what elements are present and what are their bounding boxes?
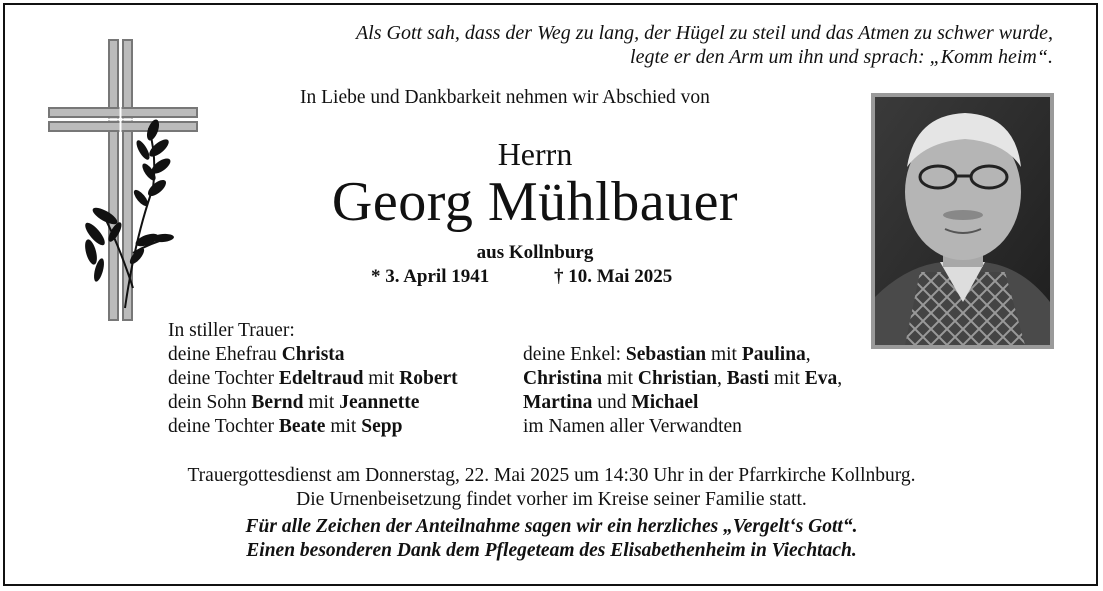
mourner-name: Christian: [637, 368, 717, 389]
quote-line-1: Als Gott sah, dass der Weg zu lang, der Hügel zu steil und das Atmen zu schwer wurde,: [355, 22, 1053, 44]
punctuation: ,: [837, 368, 843, 389]
mourner-name: Robert: [399, 368, 458, 389]
mourner-name: Edeltraud: [278, 368, 364, 389]
connector: und: [592, 392, 632, 413]
birth-date: * 3. April 1941: [371, 266, 490, 287]
list-item: im Namen aller Verwandten: [523, 416, 742, 437]
mourner-name: Jeannette: [339, 392, 420, 413]
mourner-name: Beate: [278, 416, 326, 437]
list-item: [523, 367, 842, 391]
mourner-name: Christina: [523, 368, 603, 389]
mourners-right: [523, 343, 842, 439]
mourner-name: Paulina: [741, 344, 806, 365]
mourner-name: Michael: [631, 392, 699, 413]
portrait-photo: [871, 93, 1054, 349]
relation-label: deine Enkel:: [523, 344, 626, 365]
service-info-line-1: Trauergottesdienst am Donnerstag, 22. Mai 2025 um 14:30 Uhr in der Pfarrkirche Kollnburg.: [187, 465, 916, 486]
list-item: [168, 343, 458, 367]
mourner-name: Eva: [804, 368, 838, 389]
relation-label: deine Tochter: [168, 368, 279, 389]
punctuation: ,: [805, 344, 811, 365]
punctuation: ,: [716, 368, 727, 389]
quote-line-2: legte er den Arm um ihn und sprach: „Komm heim“.: [630, 46, 1053, 68]
list-item: [523, 343, 842, 367]
connector: mit: [769, 368, 805, 389]
death-date: † 10. Mai 2025: [554, 266, 673, 287]
list-item: [168, 391, 458, 415]
mourner-name: Martina: [523, 392, 593, 413]
mourner-name: Sebastian: [625, 344, 707, 365]
mourner-name: Bernd: [251, 392, 304, 413]
connector: mit: [303, 392, 340, 413]
list-item: [523, 391, 842, 415]
mourner-name: Basti: [726, 368, 769, 389]
thanks-line-1: Für alle Zeichen der Anteilnahme sagen wir ein herzliches „Vergelt‘s Gott“.: [245, 516, 858, 537]
connector: mit: [325, 416, 362, 437]
salutation: Herrn: [497, 136, 573, 172]
thanks-line-2: Einen besonderen Dank dem Pflegeteam des Elisabethenheim in Viechtach.: [246, 540, 857, 561]
list-item: [168, 415, 458, 439]
connector: mit: [706, 344, 742, 365]
intro-text: In Liebe und Dankbarkeit nehmen wir Abschied von: [300, 87, 710, 108]
mourner-name: Christa: [281, 344, 345, 365]
origin: aus Kollnburg: [476, 242, 594, 263]
mourners-left: [168, 319, 458, 439]
relation-label: dein Sohn: [168, 392, 252, 413]
mourner-name: Sepp: [361, 416, 403, 437]
relation-label: deine Tochter: [168, 416, 279, 437]
deceased-name: Georg Mühlbauer: [331, 171, 739, 233]
relation-label: deine Ehefrau: [168, 344, 282, 365]
mourners-heading: In stiller Trauer:: [168, 320, 295, 341]
list-item: [168, 367, 458, 391]
service-info-line-2: Die Urnenbeisetzung findet vorher im Kreise seiner Familie statt.: [296, 489, 807, 510]
connector: mit: [602, 368, 638, 389]
connector: mit: [363, 368, 400, 389]
